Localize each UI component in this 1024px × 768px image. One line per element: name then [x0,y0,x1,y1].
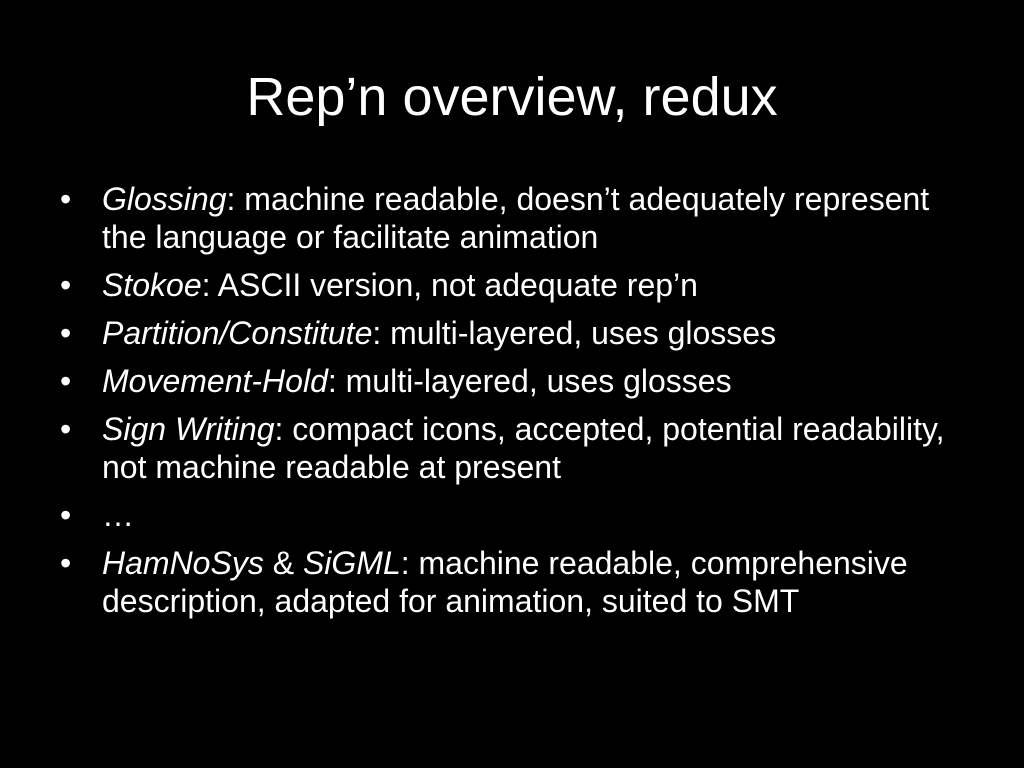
bullet-term: Sign Writing [102,411,275,447]
bullet-list [60,180,960,630]
bullet-icon: • [60,267,72,303]
bullet-item-partition-constitute [60,314,960,352]
bullet-term-secondary: SiGML [302,545,401,581]
bullet-item-ellipsis [60,496,960,534]
bullet-icon: • [60,363,72,399]
bullet-text: : machine readable, doesn’t adequately represent the language or facilitate animation [102,181,930,255]
bullet-joiner: & [263,545,303,581]
bullet-term: Movement-Hold [102,363,328,399]
bullet-term: Partition/Constitute [102,315,373,351]
bullet-icon: • [60,497,72,533]
bullet-text: : multi-layered, uses glosses [327,363,732,399]
bullet-item-hamnosys-sigml [60,544,960,620]
bullet-text: : compact icons, accepted, potential readability, not machine readable at present [102,411,945,485]
bullet-icon: • [60,181,72,217]
bullet-icon: • [60,545,72,581]
bullet-item-stokoe [60,266,960,304]
bullet-item-movement-hold [60,362,960,400]
bullet-icon: • [60,411,72,447]
bullet-item-glossing [60,180,960,256]
bullet-item-sign-writing [60,410,960,486]
bullet-text: : machine readable, comprehensive description, adapted for animation, suited to SMT [102,545,908,619]
bullet-icon: • [60,315,72,351]
bullet-text: : ASCII version, not adequate rep’n [201,267,698,303]
bullet-term: HamNoSys [102,545,264,581]
slide-title: Rep’n overview, redux [246,67,778,127]
bullet-term: Stokoe [102,267,202,303]
bullet-text: : multi-layered, uses glosses [372,315,777,351]
bullet-term: Glossing [102,181,227,217]
bullet-text: … [102,497,134,533]
